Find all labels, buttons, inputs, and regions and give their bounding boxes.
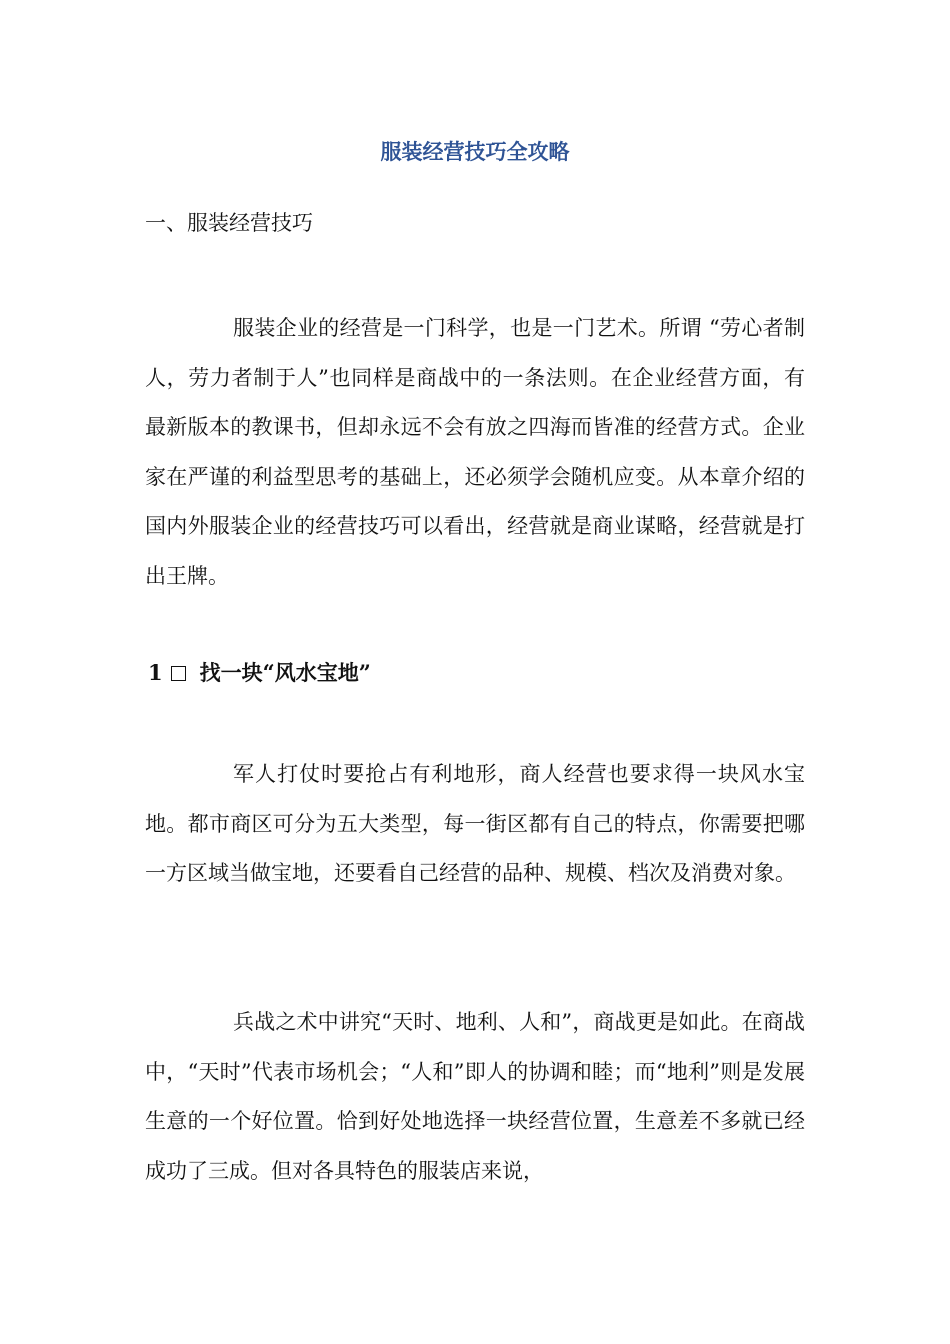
sub-heading-number: 1: [148, 660, 163, 685]
sub-heading: [148, 655, 371, 691]
document-title: 服装经营技巧全攻略: [380, 139, 570, 164]
paragraph-intro: 服装企业的经营是一门科学，也是一门艺术。所谓 “劳心者制人，劳力者制于人”也同样是商战中的一条法则。在企业经营方面，有最新版本的教课书，但却永远不会有放之四海而皆准的经营方式。企业家在严谨的利益型思考的基础上，还必须学会随机应变。从本章介绍的国内外服装企业的经营技巧可以看出，经营就是商业谋略，经营就是打出王牌。: [145, 316, 805, 588]
paragraph-timing: 兵战之术中讲究“天时、地利、人和”，商战更是如此。在商战中，“天时”代表市场机会；“人和”即人的协调和睦；而“地利”则是发展生意的一个好位置。恰到好处地选择一块经营位置，生意差不多就已经成功了三成。但对各具特色的服装店来说，: [145, 1010, 805, 1183]
checkbox-square-icon: [171, 666, 186, 681]
section-heading: 一、服装经营技巧: [145, 211, 313, 235]
sub-heading-text: 找一块“风水宝地”: [199, 660, 371, 685]
paragraph-location: 军人打仗时要抢占有利地形，商人经营也要求得一块风水宝地。都市商区可分为五大类型，每一街区都有自己的特点，你需要把哪一方区域当做宝地，还要看自己经营的品种、规模、档次及消费对象。: [145, 762, 805, 885]
